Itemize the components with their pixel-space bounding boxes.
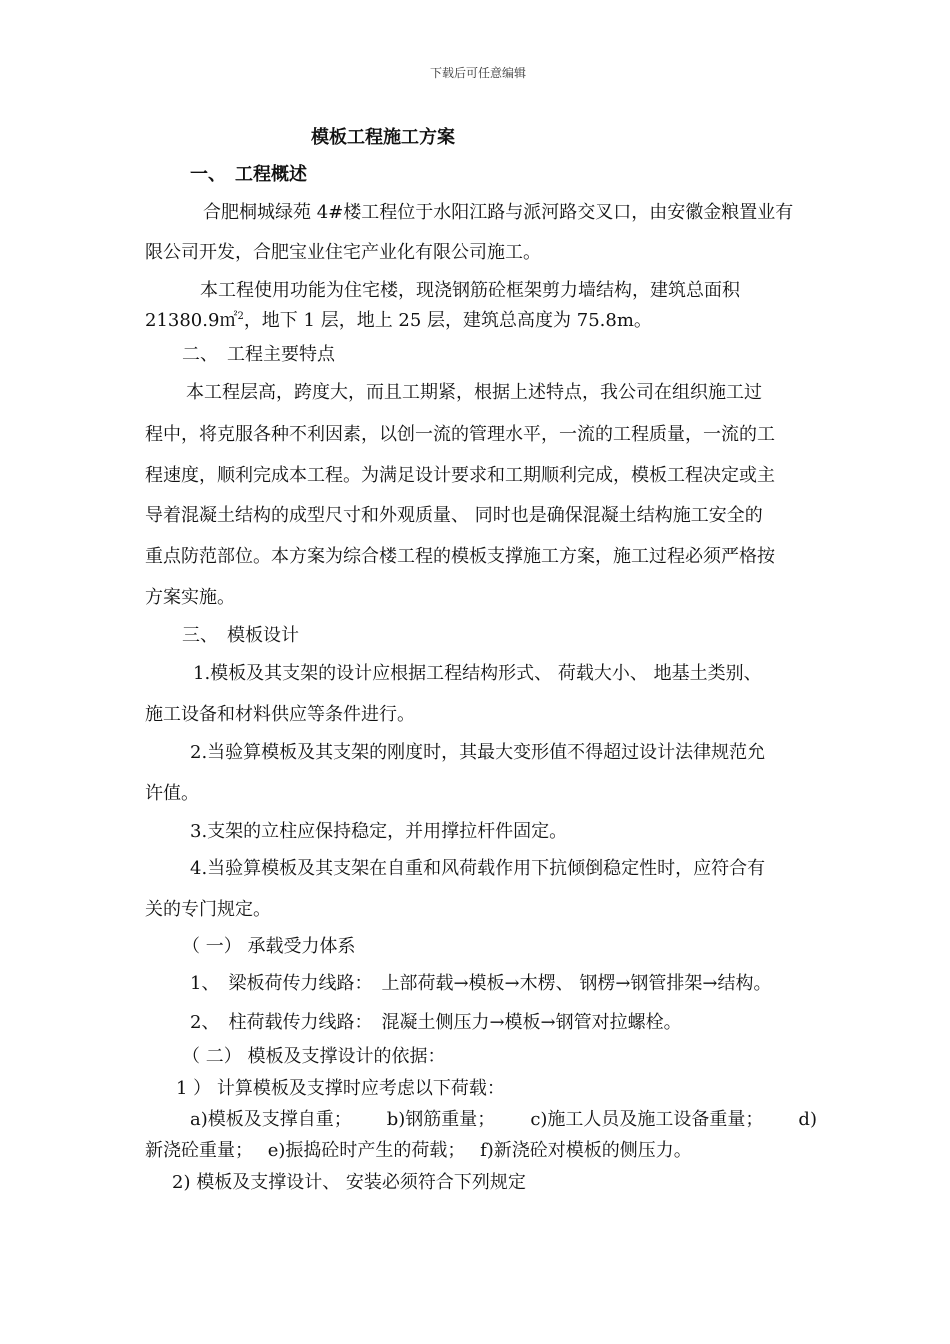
page-header-note: 下载后可任意编辑 — [430, 66, 527, 80]
load-a: a)模板及支撑自重； — [190, 1109, 352, 1130]
design-item-3: 3.支架的立柱应保持稳定，并用撑拉杆件固定。 — [190, 821, 568, 842]
section-2-line-4: 导着混凝土结构的成型尺寸和外观质量、 同时也是确保混凝土结构施工安全的 — [145, 505, 763, 526]
load-c: c)施工人员及施工设备重量； — [530, 1109, 764, 1130]
section-1-paragraph-1-line-1: 合肥桐城绿苑 4#楼工程位于水阳江路与派河路交叉口，由安徽金粮置业有 — [203, 202, 794, 223]
area-superscript: 2 — [237, 311, 244, 322]
section-2-line-5: 重点防范部位。本方案为综合楼工程的模板支撑施工方案，施工过程必须严格按 — [145, 546, 775, 567]
section-1-paragraph-1-line-2: 限公司开发，合肥宝业住宅产业化有限公司施工。 — [145, 242, 541, 263]
loads-line-2: 新浇砼重量； e)振捣砼时产生的荷载； f)新浇砼对模板的侧压力。 — [145, 1140, 692, 1161]
design-item-4-line-2: 关的专门规定。 — [145, 899, 271, 920]
section-2-line-1: 本工程层高，跨度大，而且工期紧，根据上述特点，我公司在组织施工过 — [186, 382, 762, 403]
section-2-line-6: 方案实施。 — [145, 587, 235, 608]
design-item-2-line-1: 2.当验算模板及其支架的刚度时，其最大变形值不得超过设计法律规范允 — [190, 742, 766, 763]
section-2-line-3: 程速度，顺利完成本工程。为满足设计要求和工期顺利完成，模板工程决定或主 — [145, 465, 775, 486]
floors-height-text: ，地下 1 层，地上 25 层，建筑总高度为 75.8m。 — [243, 310, 652, 331]
design-basis-item-1: 1 ） 计算模板及支撑时应考虑以下荷载： — [176, 1078, 505, 1099]
load-d-marker: d) — [798, 1109, 817, 1130]
design-item-2-line-2: 许值。 — [145, 783, 199, 804]
area-value: 21380.9㎡ — [145, 310, 238, 331]
design-basis-heading: （ 二） 模板及支撑设计的依据： — [182, 1046, 446, 1067]
loads-line-1 — [190, 1108, 817, 1132]
section-1-paragraph-2-line-2 — [145, 309, 652, 333]
document-title: 模板工程施工方案 — [311, 127, 455, 148]
section-2-heading: 二、 工程主要特点 — [182, 344, 335, 365]
load-system-heading: （ 一） 承载受力体系 — [182, 936, 356, 957]
design-item-1-line-2: 施工设备和材料供应等条件进行。 — [145, 704, 415, 725]
column-load-path: 2、 柱荷载传力线路： 混凝土侧压力→模板→钢管对拉螺栓。 — [190, 1012, 682, 1033]
section-1-heading: 一、 工程概述 — [190, 164, 307, 185]
section-3-heading: 三、 模板设计 — [182, 625, 299, 646]
design-basis-item-2: 2) 模板及支撑设计、 安装必须符合下列规定 — [172, 1172, 526, 1193]
section-2-line-2: 程中，将克服各种不利因素，以创一流的管理水平，一流的工程质量，一流的工 — [145, 424, 775, 445]
design-item-4-line-1: 4.当验算模板及其支架在自重和风荷载作用下抗倾倒稳定性时，应符合有 — [190, 858, 766, 879]
load-b: b)钢筋重量； — [386, 1109, 496, 1130]
section-1-paragraph-2-line-1: 本工程使用功能为住宅楼，现浇钢筋砼框架剪力墙结构，建筑总面积 — [200, 280, 740, 301]
beam-slab-load-path: 1、 梁板荷传力线路： 上部荷载→模板→木楞、 钢楞→钢管排架→结构。 — [190, 973, 772, 994]
design-item-1-line-1: 1.模板及其支架的设计应根据工程结构形式、 荷载大小、 地基土类别、 — [193, 663, 762, 684]
